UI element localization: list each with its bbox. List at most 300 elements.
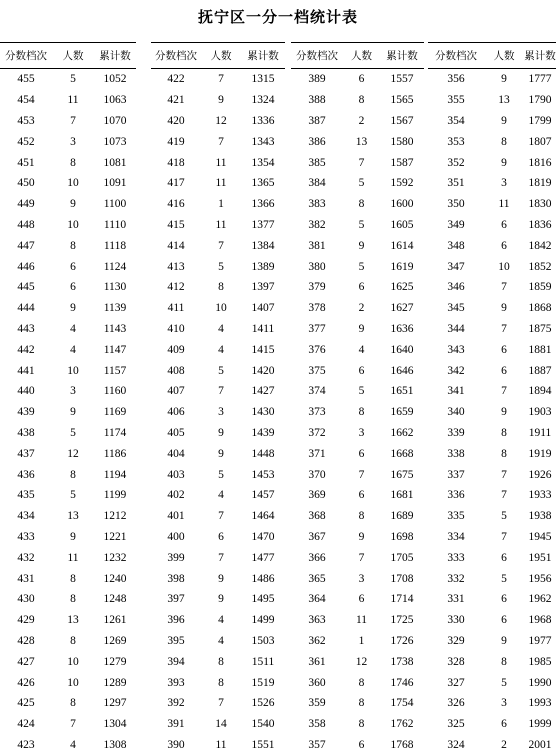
count-cell: 4 bbox=[52, 339, 94, 360]
count-cell: 8 bbox=[52, 464, 94, 485]
count-cell: 7 bbox=[484, 485, 524, 506]
score-cell: 338 bbox=[428, 443, 484, 464]
table-row bbox=[291, 360, 424, 381]
table-row bbox=[428, 485, 556, 506]
table-row bbox=[428, 443, 556, 464]
table-row bbox=[151, 651, 285, 672]
table-row bbox=[428, 381, 556, 402]
table-row bbox=[151, 90, 285, 111]
table-row bbox=[0, 735, 136, 755]
score-cell: 451 bbox=[0, 152, 52, 173]
score-cell: 428 bbox=[0, 631, 52, 652]
score-cell: 407 bbox=[151, 381, 201, 402]
table-row bbox=[291, 215, 424, 236]
table-row bbox=[291, 339, 424, 360]
score-cell: 401 bbox=[151, 506, 201, 527]
cumulative-cell: 1625 bbox=[380, 277, 424, 298]
table-row bbox=[428, 547, 556, 568]
table-row bbox=[151, 339, 285, 360]
table-row bbox=[428, 402, 556, 423]
table-row bbox=[291, 194, 424, 215]
cumulative-cell: 1777 bbox=[524, 69, 556, 90]
cumulative-cell: 1354 bbox=[241, 152, 285, 173]
table-row bbox=[151, 402, 285, 423]
count-cell: 5 bbox=[343, 256, 380, 277]
cumulative-cell: 1232 bbox=[94, 547, 136, 568]
table-row bbox=[291, 714, 424, 735]
count-cell: 8 bbox=[343, 672, 380, 693]
table-row bbox=[0, 215, 136, 236]
score-cell: 416 bbox=[151, 194, 201, 215]
score-cell: 420 bbox=[151, 111, 201, 132]
score-cell: 436 bbox=[0, 464, 52, 485]
count-cell: 7 bbox=[484, 381, 524, 402]
table-row bbox=[151, 152, 285, 173]
score-cell: 330 bbox=[428, 610, 484, 631]
score-table-block-4 bbox=[428, 42, 556, 755]
table-row bbox=[151, 589, 285, 610]
score-cell: 342 bbox=[428, 360, 484, 381]
table-row bbox=[291, 423, 424, 444]
count-cell: 7 bbox=[201, 69, 241, 90]
cumulative-cell: 1619 bbox=[380, 256, 424, 277]
count-cell: 1 bbox=[343, 631, 380, 652]
count-cell: 6 bbox=[343, 735, 380, 755]
score-cell: 411 bbox=[151, 298, 201, 319]
cumulative-cell: 1600 bbox=[380, 194, 424, 215]
score-cell: 370 bbox=[291, 464, 343, 485]
cumulative-cell: 1427 bbox=[241, 381, 285, 402]
score-cell: 433 bbox=[0, 527, 52, 548]
cumulative-cell: 1130 bbox=[94, 277, 136, 298]
count-cell: 5 bbox=[343, 215, 380, 236]
score-cell: 426 bbox=[0, 672, 52, 693]
count-cell: 9 bbox=[52, 402, 94, 423]
score-cell: 346 bbox=[428, 277, 484, 298]
score-cell: 391 bbox=[151, 714, 201, 735]
count-cell: 8 bbox=[52, 693, 94, 714]
count-cell: 8 bbox=[52, 589, 94, 610]
cumulative-cell: 1411 bbox=[241, 319, 285, 340]
table-row bbox=[291, 506, 424, 527]
cumulative-cell: 1768 bbox=[380, 735, 424, 755]
count-cell: 6 bbox=[343, 443, 380, 464]
table-row bbox=[291, 527, 424, 548]
table-row bbox=[428, 298, 556, 319]
cumulative-cell: 1726 bbox=[380, 631, 424, 652]
table-row bbox=[0, 527, 136, 548]
count-cell: 12 bbox=[201, 111, 241, 132]
cumulative-cell: 1565 bbox=[380, 90, 424, 111]
cumulative-cell: 1081 bbox=[94, 152, 136, 173]
cumulative-cell: 1336 bbox=[241, 111, 285, 132]
count-cell: 6 bbox=[343, 589, 380, 610]
cumulative-cell: 1430 bbox=[241, 402, 285, 423]
table-row bbox=[151, 714, 285, 735]
count-cell: 4 bbox=[52, 735, 94, 755]
score-cell: 353 bbox=[428, 131, 484, 152]
score-cell: 351 bbox=[428, 173, 484, 194]
table-row bbox=[291, 464, 424, 485]
cumulative-cell: 1118 bbox=[94, 235, 136, 256]
score-cell: 400 bbox=[151, 527, 201, 548]
count-cell: 8 bbox=[484, 651, 524, 672]
score-cell: 382 bbox=[291, 215, 343, 236]
cumulative-cell: 1199 bbox=[94, 485, 136, 506]
score-cell: 352 bbox=[428, 152, 484, 173]
score-cell: 398 bbox=[151, 568, 201, 589]
table-row bbox=[291, 735, 424, 755]
table-row bbox=[291, 402, 424, 423]
table-row bbox=[0, 714, 136, 735]
count-cell: 11 bbox=[52, 90, 94, 111]
table-row bbox=[0, 277, 136, 298]
cumulative-cell: 1139 bbox=[94, 298, 136, 319]
cumulative-cell: 1315 bbox=[241, 69, 285, 90]
table-row bbox=[151, 173, 285, 194]
cumulative-cell: 1799 bbox=[524, 111, 556, 132]
cumulative-cell: 1605 bbox=[380, 215, 424, 236]
count-cell: 10 bbox=[484, 256, 524, 277]
count-cell: 9 bbox=[201, 589, 241, 610]
table-header-row bbox=[291, 43, 424, 69]
score-cell: 357 bbox=[291, 735, 343, 755]
cumulative-cell: 1807 bbox=[524, 131, 556, 152]
cumulative-cell: 1875 bbox=[524, 319, 556, 340]
cumulative-cell: 1816 bbox=[524, 152, 556, 173]
count-cell: 7 bbox=[201, 547, 241, 568]
cumulative-cell: 1169 bbox=[94, 402, 136, 423]
score-cell: 361 bbox=[291, 651, 343, 672]
header-cumulative: 累计数 bbox=[94, 43, 136, 69]
count-cell: 6 bbox=[484, 589, 524, 610]
score-cell: 394 bbox=[151, 651, 201, 672]
count-cell: 6 bbox=[343, 485, 380, 506]
count-cell: 6 bbox=[52, 277, 94, 298]
cumulative-cell: 1762 bbox=[380, 714, 424, 735]
score-cell: 389 bbox=[291, 69, 343, 90]
table-row bbox=[0, 131, 136, 152]
table-row bbox=[151, 443, 285, 464]
table-row bbox=[0, 589, 136, 610]
score-cell: 415 bbox=[151, 215, 201, 236]
table-row bbox=[428, 589, 556, 610]
score-table bbox=[0, 42, 136, 755]
score-cell: 392 bbox=[151, 693, 201, 714]
score-cell: 341 bbox=[428, 381, 484, 402]
score-cell: 387 bbox=[291, 111, 343, 132]
table-row bbox=[0, 256, 136, 277]
count-cell: 8 bbox=[484, 443, 524, 464]
score-cell: 399 bbox=[151, 547, 201, 568]
table-row bbox=[0, 90, 136, 111]
cumulative-cell: 1933 bbox=[524, 485, 556, 506]
cumulative-cell: 1495 bbox=[241, 589, 285, 610]
header-score: 分数档次 bbox=[291, 43, 343, 69]
table-row bbox=[428, 568, 556, 589]
cumulative-cell: 1894 bbox=[524, 381, 556, 402]
table-row bbox=[151, 672, 285, 693]
count-cell: 7 bbox=[201, 693, 241, 714]
table-row bbox=[0, 173, 136, 194]
table-row bbox=[0, 111, 136, 132]
cumulative-cell: 1343 bbox=[241, 131, 285, 152]
cumulative-cell: 1519 bbox=[241, 672, 285, 693]
count-cell: 3 bbox=[201, 402, 241, 423]
cumulative-cell: 1675 bbox=[380, 464, 424, 485]
score-cell: 434 bbox=[0, 506, 52, 527]
table-row bbox=[151, 568, 285, 589]
cumulative-cell: 1651 bbox=[380, 381, 424, 402]
cumulative-cell: 1999 bbox=[524, 714, 556, 735]
score-cell: 343 bbox=[428, 339, 484, 360]
cumulative-cell: 1903 bbox=[524, 402, 556, 423]
header-count: 人数 bbox=[201, 43, 241, 69]
cumulative-cell: 1567 bbox=[380, 111, 424, 132]
count-cell: 14 bbox=[201, 714, 241, 735]
cumulative-cell: 1540 bbox=[241, 714, 285, 735]
cumulative-cell: 1614 bbox=[380, 235, 424, 256]
score-cell: 427 bbox=[0, 651, 52, 672]
score-cell: 356 bbox=[428, 69, 484, 90]
count-cell: 8 bbox=[343, 194, 380, 215]
score-cell: 359 bbox=[291, 693, 343, 714]
table-row bbox=[291, 485, 424, 506]
cumulative-cell: 1186 bbox=[94, 443, 136, 464]
table-row bbox=[151, 360, 285, 381]
table-row bbox=[291, 235, 424, 256]
score-cell: 397 bbox=[151, 589, 201, 610]
score-cell: 414 bbox=[151, 235, 201, 256]
count-cell: 8 bbox=[343, 693, 380, 714]
cumulative-cell: 1790 bbox=[524, 90, 556, 111]
table-row bbox=[291, 298, 424, 319]
table-header-row bbox=[0, 43, 136, 69]
count-cell: 7 bbox=[484, 464, 524, 485]
count-cell: 8 bbox=[52, 631, 94, 652]
cumulative-cell: 1557 bbox=[380, 69, 424, 90]
count-cell: 2 bbox=[484, 735, 524, 755]
table-row bbox=[428, 423, 556, 444]
table-row bbox=[0, 194, 136, 215]
score-cell: 449 bbox=[0, 194, 52, 215]
score-cell: 454 bbox=[0, 90, 52, 111]
score-table bbox=[151, 42, 285, 755]
cumulative-cell: 1052 bbox=[94, 69, 136, 90]
score-cell: 423 bbox=[0, 735, 52, 755]
cumulative-cell: 1852 bbox=[524, 256, 556, 277]
cumulative-cell: 1636 bbox=[380, 319, 424, 340]
score-cell: 403 bbox=[151, 464, 201, 485]
score-cell: 383 bbox=[291, 194, 343, 215]
table-row bbox=[151, 693, 285, 714]
header-cumulative: 累计数 bbox=[380, 43, 424, 69]
cumulative-cell: 1859 bbox=[524, 277, 556, 298]
score-cell: 378 bbox=[291, 298, 343, 319]
score-cell: 419 bbox=[151, 131, 201, 152]
table-row bbox=[151, 547, 285, 568]
count-cell: 7 bbox=[201, 381, 241, 402]
count-cell: 8 bbox=[201, 651, 241, 672]
score-cell: 327 bbox=[428, 672, 484, 693]
count-cell: 5 bbox=[201, 360, 241, 381]
page-title: 抚宁区一分一档统计表 bbox=[0, 6, 556, 27]
score-cell: 452 bbox=[0, 131, 52, 152]
cumulative-cell: 1990 bbox=[524, 672, 556, 693]
cumulative-cell: 1261 bbox=[94, 610, 136, 631]
cumulative-cell: 1457 bbox=[241, 485, 285, 506]
table-row bbox=[291, 547, 424, 568]
cumulative-cell: 1157 bbox=[94, 360, 136, 381]
score-cell: 446 bbox=[0, 256, 52, 277]
score-cell: 412 bbox=[151, 277, 201, 298]
count-cell: 3 bbox=[484, 693, 524, 714]
cumulative-cell: 1174 bbox=[94, 423, 136, 444]
count-cell: 11 bbox=[201, 173, 241, 194]
count-cell: 6 bbox=[484, 610, 524, 631]
cumulative-cell: 1659 bbox=[380, 402, 424, 423]
cumulative-cell: 1365 bbox=[241, 173, 285, 194]
table-row bbox=[0, 423, 136, 444]
count-cell: 7 bbox=[201, 131, 241, 152]
table-row bbox=[428, 506, 556, 527]
score-cell: 375 bbox=[291, 360, 343, 381]
count-cell: 8 bbox=[52, 152, 94, 173]
table-row bbox=[428, 215, 556, 236]
table-row bbox=[151, 631, 285, 652]
count-cell: 9 bbox=[484, 631, 524, 652]
cumulative-cell: 1681 bbox=[380, 485, 424, 506]
count-cell: 4 bbox=[201, 339, 241, 360]
count-cell: 7 bbox=[201, 235, 241, 256]
cumulative-cell: 1662 bbox=[380, 423, 424, 444]
cumulative-cell: 1470 bbox=[241, 527, 285, 548]
count-cell: 9 bbox=[343, 235, 380, 256]
count-cell: 5 bbox=[343, 381, 380, 402]
score-cell: 384 bbox=[291, 173, 343, 194]
cumulative-cell: 1689 bbox=[380, 506, 424, 527]
table-row bbox=[291, 111, 424, 132]
table-row bbox=[0, 381, 136, 402]
table-row bbox=[428, 194, 556, 215]
table-row bbox=[428, 173, 556, 194]
cumulative-cell: 1830 bbox=[524, 194, 556, 215]
score-cell: 437 bbox=[0, 443, 52, 464]
table-row bbox=[428, 464, 556, 485]
score-cell: 332 bbox=[428, 568, 484, 589]
cumulative-cell: 1279 bbox=[94, 651, 136, 672]
table-row bbox=[428, 651, 556, 672]
table-row bbox=[291, 256, 424, 277]
score-cell: 325 bbox=[428, 714, 484, 735]
table-row bbox=[0, 506, 136, 527]
table-row bbox=[0, 610, 136, 631]
score-cell: 439 bbox=[0, 402, 52, 423]
cumulative-cell: 1100 bbox=[94, 194, 136, 215]
count-cell: 7 bbox=[343, 464, 380, 485]
count-cell: 8 bbox=[484, 131, 524, 152]
score-cell: 444 bbox=[0, 298, 52, 319]
cumulative-cell: 1714 bbox=[380, 589, 424, 610]
score-table bbox=[291, 42, 424, 755]
score-cell: 358 bbox=[291, 714, 343, 735]
cumulative-cell: 1698 bbox=[380, 527, 424, 548]
table-row bbox=[151, 527, 285, 548]
table-row bbox=[428, 235, 556, 256]
count-cell: 9 bbox=[484, 298, 524, 319]
table-row bbox=[428, 319, 556, 340]
score-cell: 417 bbox=[151, 173, 201, 194]
score-cell: 337 bbox=[428, 464, 484, 485]
table-row bbox=[291, 277, 424, 298]
cumulative-cell: 1221 bbox=[94, 527, 136, 548]
header-score: 分数档次 bbox=[428, 43, 484, 69]
score-cell: 440 bbox=[0, 381, 52, 402]
count-cell: 11 bbox=[484, 194, 524, 215]
cumulative-cell: 1407 bbox=[241, 298, 285, 319]
count-cell: 8 bbox=[484, 423, 524, 444]
cumulative-cell: 1926 bbox=[524, 464, 556, 485]
count-cell: 5 bbox=[52, 423, 94, 444]
count-cell: 9 bbox=[201, 568, 241, 589]
count-cell: 4 bbox=[343, 339, 380, 360]
table-row bbox=[151, 423, 285, 444]
table-row bbox=[428, 693, 556, 714]
score-cell: 372 bbox=[291, 423, 343, 444]
count-cell: 3 bbox=[52, 131, 94, 152]
table-row bbox=[291, 131, 424, 152]
cumulative-cell: 1977 bbox=[524, 631, 556, 652]
count-cell: 5 bbox=[201, 256, 241, 277]
table-row bbox=[428, 714, 556, 735]
table-row bbox=[0, 464, 136, 485]
header-count: 人数 bbox=[484, 43, 524, 69]
count-cell: 2 bbox=[343, 111, 380, 132]
table-row bbox=[291, 69, 424, 90]
count-cell: 3 bbox=[343, 568, 380, 589]
cumulative-cell: 1073 bbox=[94, 131, 136, 152]
count-cell: 9 bbox=[52, 194, 94, 215]
table-row bbox=[428, 672, 556, 693]
count-cell: 8 bbox=[201, 672, 241, 693]
count-cell: 10 bbox=[52, 651, 94, 672]
table-row bbox=[151, 464, 285, 485]
cumulative-cell: 1453 bbox=[241, 464, 285, 485]
table-row bbox=[151, 298, 285, 319]
score-cell: 402 bbox=[151, 485, 201, 506]
count-cell: 4 bbox=[201, 610, 241, 631]
score-cell: 347 bbox=[428, 256, 484, 277]
count-cell: 6 bbox=[484, 360, 524, 381]
table-row bbox=[151, 485, 285, 506]
header-score: 分数档次 bbox=[151, 43, 201, 69]
table-row bbox=[428, 527, 556, 548]
table-row bbox=[0, 360, 136, 381]
score-cell: 395 bbox=[151, 631, 201, 652]
count-cell: 9 bbox=[484, 402, 524, 423]
count-cell: 4 bbox=[201, 485, 241, 506]
table-row bbox=[0, 547, 136, 568]
count-cell: 6 bbox=[52, 256, 94, 277]
count-cell: 11 bbox=[201, 215, 241, 236]
table-row bbox=[151, 131, 285, 152]
cumulative-cell: 1464 bbox=[241, 506, 285, 527]
cumulative-cell: 1384 bbox=[241, 235, 285, 256]
score-cell: 455 bbox=[0, 69, 52, 90]
table-row bbox=[0, 319, 136, 340]
table-row bbox=[428, 90, 556, 111]
table-row bbox=[291, 381, 424, 402]
